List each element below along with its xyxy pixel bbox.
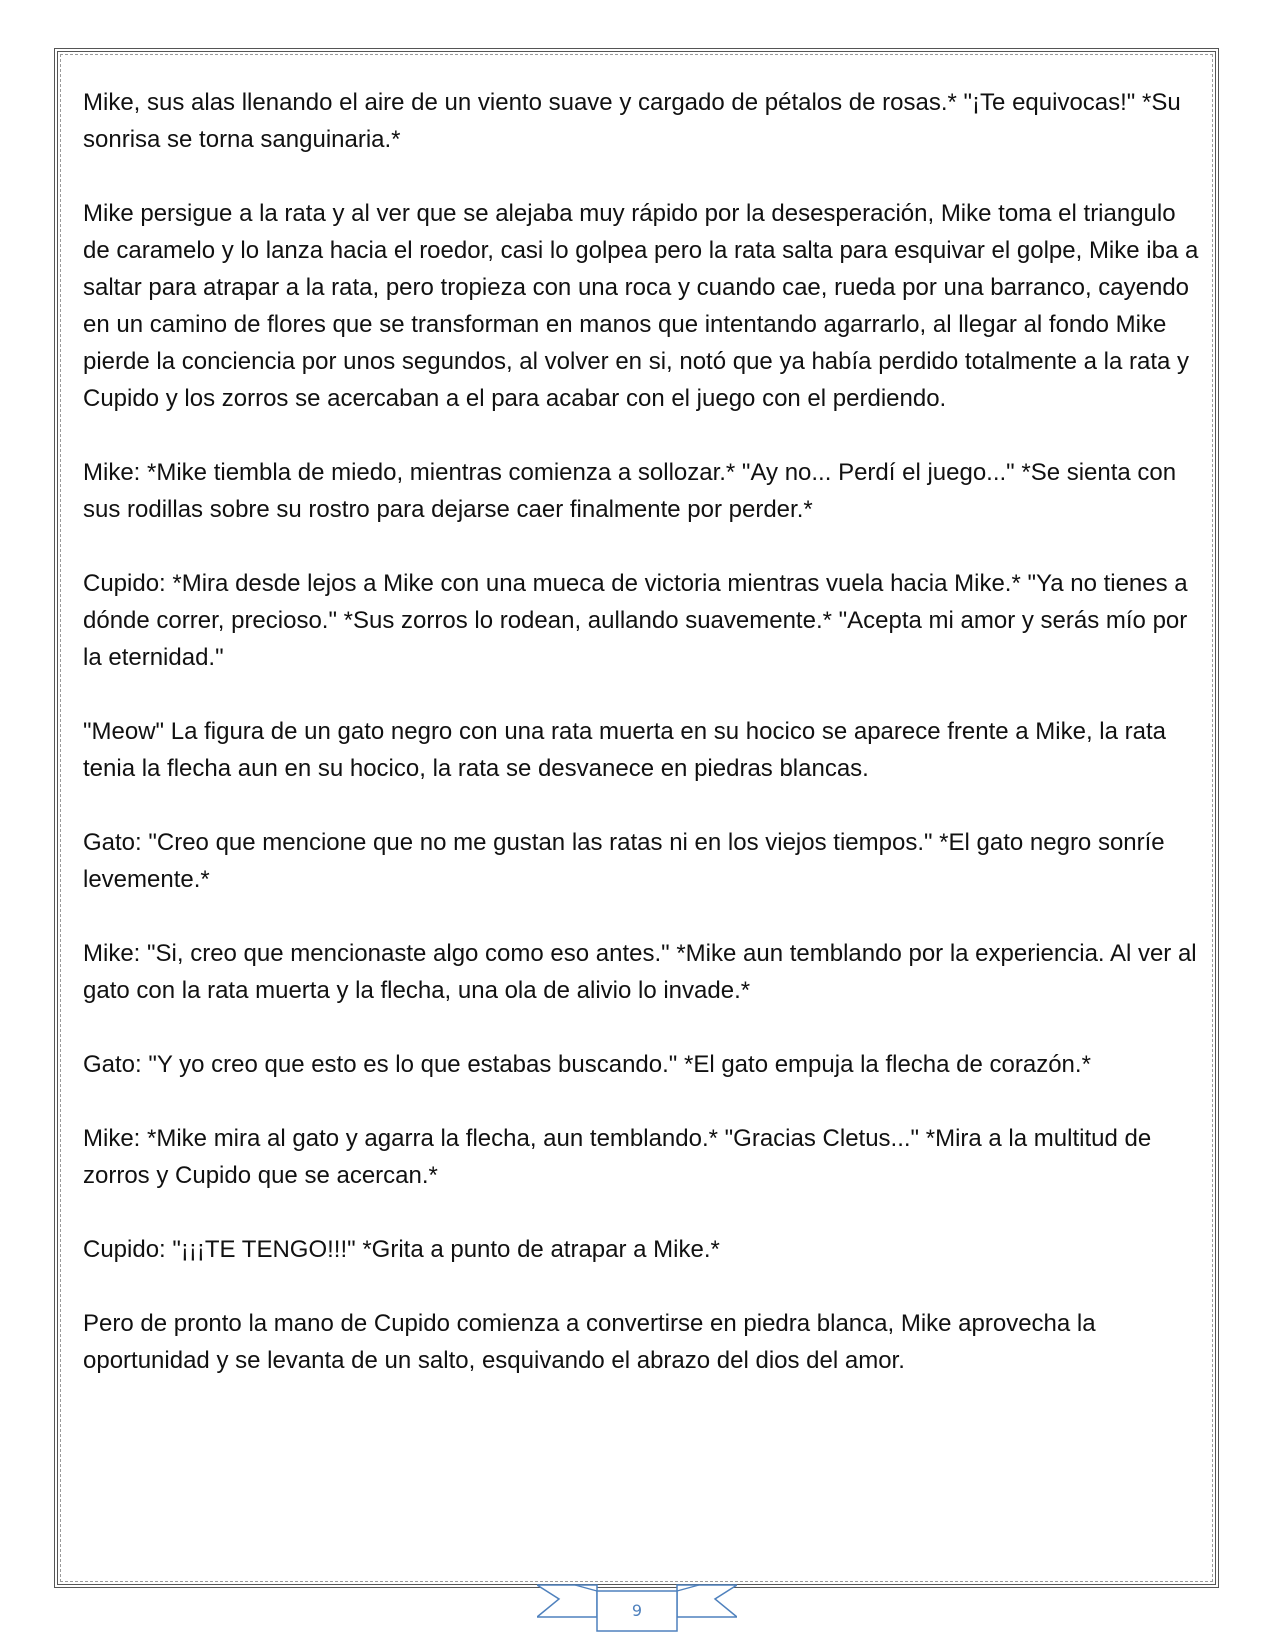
- ribbon-left-tail: [537, 1585, 597, 1617]
- document-body: [83, 84, 1201, 1416]
- page-number: 9: [631, 1601, 643, 1620]
- page-footer: [537, 1569, 737, 1641]
- paragraph: Mike: *Mike mira al gato y agarra la flecha, aun temblando.* "Gracias Cletus..." *Mira a la multitud de zorros y Cupido que se acercan.*: [83, 1125, 1152, 1189]
- paragraph: Pero de pronto la mano de Cupido comienza a convertirse en piedra blanca, Mike aprovecha la oportunidad y se levanta de un salto, esquivando el abrazo del dios del amor.: [83, 1310, 1096, 1374]
- paragraph: Cupido: "¡¡¡TE TENGO!!!" *Grita a punto de atrapar a Mike.*: [83, 1236, 720, 1263]
- paragraph: Mike: *Mike tiembla de miedo, mientras comienza a sollozar.* "Ay no... Perdí el juego..." *Se sienta con sus rodillas sobre su rostro para dejarse caer finalmente por perder.*: [83, 459, 1177, 523]
- paragraph: Mike, sus alas llenando el aire de un viento suave y cargado de pétalos de rosas.* "¡Te equivocas!" *Su sonrisa se torna sanguinaria.*: [83, 89, 1181, 153]
- paragraph: Cupido: *Mira desde lejos a Mike con una mueca de victoria mientras vuela hacia Mike.* "Ya no tienes a dónde correr, precioso." *Sus zorros lo rodean, aullando suavemente.* "Acepta mi amor y serás mío por la eternidad.": [83, 570, 1188, 671]
- paragraph: Gato: "Y yo creo que esto es lo que estabas buscando." *El gato empuja la flecha de corazón.*: [83, 1051, 1091, 1078]
- paragraph: Mike persigue a la rata y al ver que se alejaba muy rápido por la desesperación, Mike toma el triangulo de caramelo y lo lanza hacia el roedor, casi lo golpea pero la rata salta para esquivar el golpe, Mike iba a saltar para atrapar a la rata, pero tropieza con una roca y cuando cae, rueda por una barranco, cayendo en un camino de flores que se transforman en manos que intentando agarrarlo, al llegar al fondo Mike pierde la conciencia por unos segundos, al volver en si, notó que ya había perdido totalmente a la rata y Cupido y los zorros se acercaban a el para acabar con el juego con el perdiendo.: [83, 200, 1199, 412]
- paragraph: "Meow" La figura de un gato negro con una rata muerta en su hocico se aparece frente a Mike, la rata tenia la flecha aun en su hocico, la rata se desvanece en piedras blancas.: [83, 718, 1167, 782]
- paragraph: Mike: "Si, creo que mencionaste algo como eso antes." *Mike aun temblando por la experiencia. Al ver al gato con la rata muerta y la flecha, una ola de alivio lo invade.*: [83, 940, 1197, 1004]
- ribbon-right-tail: [677, 1585, 737, 1617]
- paragraph: Gato: "Creo que mencione que no me gustan las ratas ni en los viejos tiempos." *El gato negro sonríe levemente.*: [83, 829, 1165, 893]
